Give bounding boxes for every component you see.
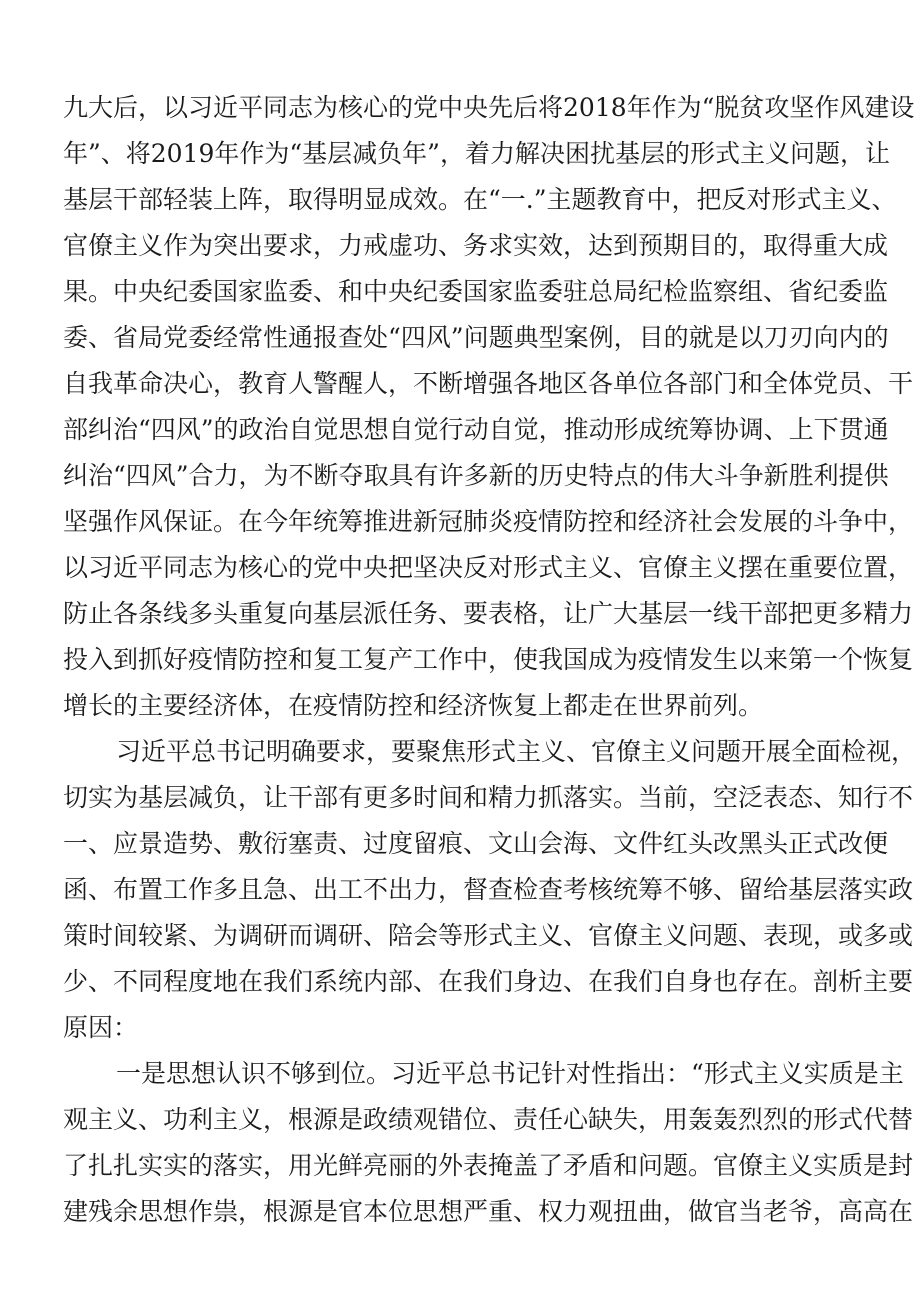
- text-line: 以习近平同志为核心的党中央把坚决反对形式主义、官僚主义摆在重要位置，: [63, 553, 914, 582]
- text-line: 投入到抓好疫情防控和复工复产工作中，使我国成为疫情发生以来第一个恢复: [63, 645, 914, 674]
- text-line: 纠治“四风”合力，为不断夺取具有许多新的历史特点的伟大斗争新胜利提供: [63, 461, 889, 490]
- text-line: 果。中央纪委国家监委、和中央纪委国家监委驻总局纪检监察组、省纪委监: [63, 277, 889, 306]
- text-line: 九大后，以习近平同志为核心的党中央先后将2018年作为“脱贫攻坚作风建设: [63, 93, 915, 122]
- text-line: 原因：: [63, 1013, 139, 1042]
- text-line: 少、不同程度地在我们系统内部、在我们身边、在我们自身也存在。剖析主要: [63, 967, 914, 996]
- text-line: 委、省局党委经常性通报查处“四风”问题典型案例，目的就是以刀刃向内的: [63, 323, 889, 352]
- text-line: 自我革命决心，教育人警醒人，不断增强各地区各单位各部门和全体党员、干: [63, 369, 914, 398]
- text-line: 官僚主义作为突出要求，力戒虚功、务求实效，达到预期目的，取得重大成: [63, 231, 889, 260]
- text-line: 一、应景造势、敷衍塞责、过度留痕、文山会海、文件红头改黑头正式改便: [63, 829, 889, 858]
- text-line: 坚强作风保证。在今年统筹推进新冠肺炎疫情防控和经济社会发展的斗争中，: [63, 507, 914, 536]
- text-line: 建残余思想作祟，根源是官本位思想严重、权力观扭曲，做官当老爷，高高在: [63, 1197, 914, 1226]
- text-line: 一是思想认识不够到位。习近平总书记针对性指出：“形式主义实质是主: [116, 1059, 904, 1088]
- text-line: 部纠治“四风”的政治自觉思想自觉行动自觉，推动形成统筹协调、上下贯通: [63, 415, 889, 444]
- text-line: 观主义、功利主义，根源是政绩观错位、责任心缺失，用轰轰烈烈的形式代替: [63, 1105, 914, 1134]
- text-line: 函、布置工作多且急、出工不出力，督查检查考核统筹不够、留给基层落实政: [63, 875, 914, 904]
- text-line: 切实为基层减负，让干部有更多时间和精力抓落实。当前，空泛表态、知行不: [63, 783, 914, 812]
- text-line: 策时间较紧、为调研而调研、陪会等形式主义、官僚主义问题、表现，或多或: [63, 921, 914, 950]
- text-line: 防止各条线多头重复向基层派任务、要表格，让广大基层一线干部把更多精力: [63, 599, 914, 628]
- text-line: 基层干部轻装上阵，取得明显成效。在“一.”主题教育中，把反对形式主义、: [63, 185, 897, 214]
- text-line: 年”、将2019年作为“基层减负年”，着力解决困扰基层的形式主义问题，让: [63, 139, 890, 168]
- text-line: 习近平总书记明确要求，要聚焦形式主义、官僚主义问题开展全面检视，: [116, 737, 917, 766]
- text-line: 增长的主要经济体，在疫情防控和经济恢复上都走在世界前列。: [63, 691, 764, 720]
- text-line: 了扎扎实实的落实，用光鲜亮丽的外表掩盖了矛盾和问题。官僚主义实质是封: [63, 1151, 914, 1180]
